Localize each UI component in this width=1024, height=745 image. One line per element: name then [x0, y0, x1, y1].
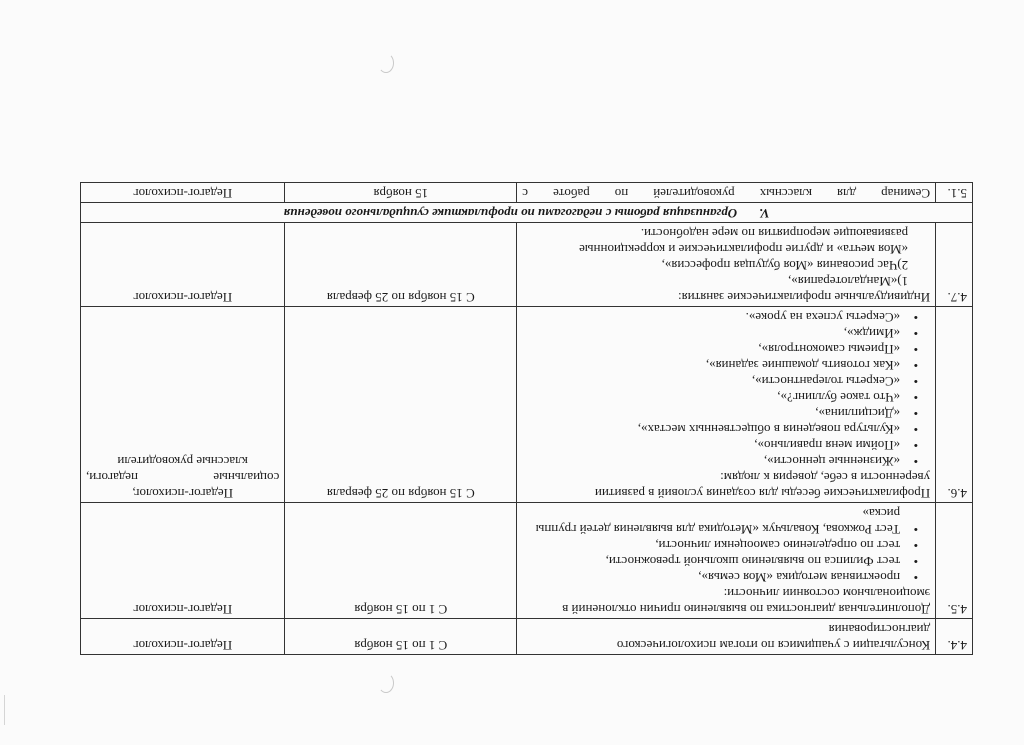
date-cell: 15 ноября — [285, 183, 517, 203]
activity-cell — [517, 503, 936, 619]
scan-edge-artifact — [4, 695, 5, 725]
row-number: 4.6. — [936, 307, 973, 503]
activity-intro: Профилактические беседы для создания условий в развитии уверенности в себе, доверия к людям: — [594, 470, 931, 501]
date-cell: С 15 ноября по 25 февраля — [285, 307, 517, 503]
responsible-word: социальные — [213, 470, 280, 485]
activity-intro: Дополнительная диагностика по выявлению причин отклонений в эмоциональном состоянии личности: — [562, 586, 931, 617]
activity-cell: Семинар для классных руководителей по работе с — [517, 183, 936, 203]
date-cell: С 1 по 15 ноября — [285, 503, 517, 619]
list-item: • тест по определению самооценки личности, — [522, 537, 930, 553]
punch-hole-mark-bottom — [378, 53, 394, 73]
bullet-list — [522, 309, 930, 469]
list-item: • «Имидж», — [522, 325, 930, 341]
responsible-cell: Педагог-психолог — [81, 503, 285, 619]
table-row — [81, 307, 973, 503]
row-number: 4.7. — [936, 223, 973, 307]
list-item: • «Секреты толерантности», — [522, 373, 930, 389]
activity-cell — [517, 307, 936, 503]
responsible-cell: Педагог-психолог — [81, 619, 285, 655]
activity-plan-table — [80, 182, 973, 655]
list-item: • проективная методика «Моя семья», — [522, 569, 930, 585]
responsible-line — [86, 469, 279, 485]
bullet-list — [522, 505, 930, 585]
list-item: • «Как готовить домашние задания», — [522, 357, 930, 373]
list-item: • «Дисциплина», — [522, 405, 930, 421]
section-numeral: V. — [759, 206, 770, 221]
list-item: 2)Час рисования «Моя будущая профессия», — [661, 258, 909, 273]
table-row — [81, 503, 973, 619]
table-row — [81, 619, 973, 655]
list-item: • «Секреты успеха на уроке». — [522, 309, 930, 325]
responsible-cell: Педагог-психолог — [81, 223, 285, 307]
table-row — [81, 223, 973, 307]
list-item: • «Пойми меня правильно», — [522, 437, 930, 453]
list-item: • «Культура поведения в общественных местах», — [522, 421, 930, 437]
section-header-row — [81, 203, 973, 223]
responsible-cell — [81, 307, 285, 503]
responsible-line: Педагог-психолог, — [132, 486, 233, 501]
activity-cell — [517, 223, 936, 307]
list-item: 1)«Мандалотерапия», — [788, 274, 909, 289]
date-cell: С 15 ноября по 25 февраля — [285, 223, 517, 307]
responsible-cell: Педагог-психолог — [81, 183, 285, 203]
date-cell: С 1 по 15 ноября — [285, 619, 517, 655]
responsible-line: классные руководители — [117, 454, 248, 469]
section-heading: Организация работы с педагогами по профилактике суицидального поведения — [283, 206, 738, 221]
activity-cell: Консультации с учащимися по итогам психологического диагностирования — [517, 619, 936, 655]
activity-intro: Индивидуальные профилактические занятия: — [678, 290, 931, 305]
list-item: «Моя мечта» и другие профилактические и коррекционные развивающие мероприятия по мере надобности. — [579, 226, 909, 257]
row-number: 5.1. — [936, 183, 973, 203]
row-number: 4.5. — [936, 503, 973, 619]
section-title — [81, 203, 973, 223]
responsible-word: педагоги, — [86, 470, 138, 485]
list-item: • «Что такое буллинг?», — [522, 389, 930, 405]
row-number: 4.4. — [936, 619, 973, 655]
list-item: • Тест Рожкова, Ковальчук «Методика для выявления детей группы риска» — [522, 505, 930, 537]
list-item: • «Приемы самоконтроля», — [522, 341, 930, 357]
punch-hole-mark-top — [378, 673, 394, 693]
list-item: • тест Филипса по выявлению школьной тревожности, — [522, 553, 930, 569]
table-row — [81, 183, 973, 203]
numbered-list — [522, 225, 930, 289]
list-item: • «Жизненные ценности», — [522, 453, 930, 469]
